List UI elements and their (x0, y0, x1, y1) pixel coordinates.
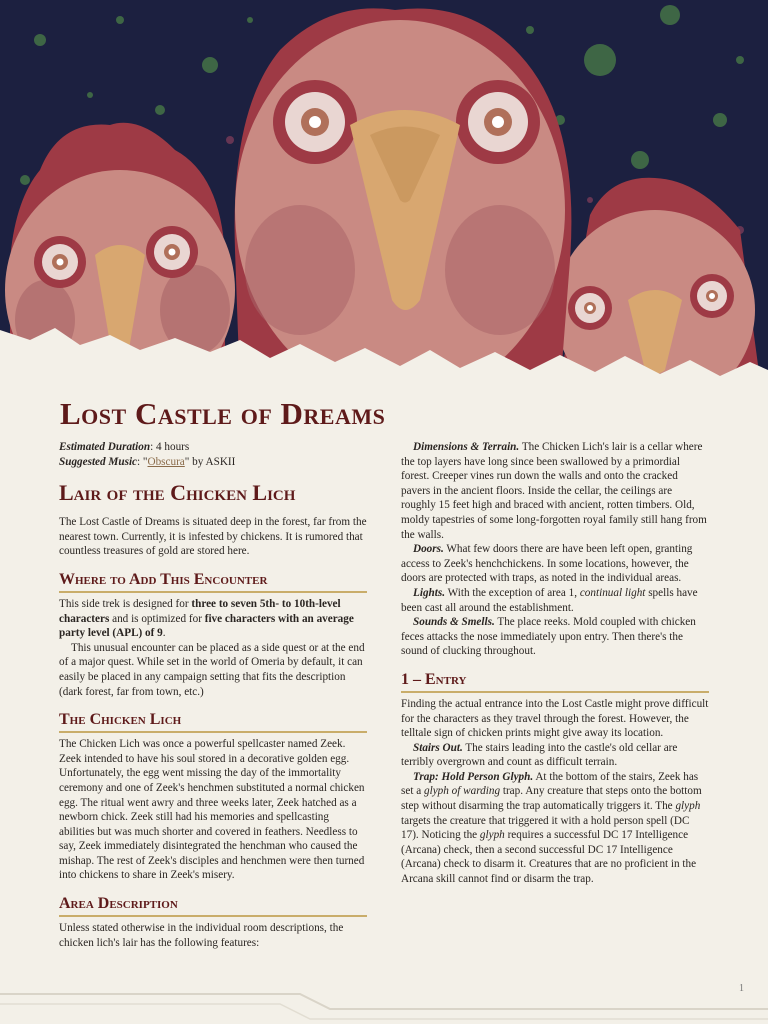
where-heading: Where to Add This Encounter (59, 571, 367, 593)
music-link[interactable]: Obscura (147, 455, 185, 468)
doors-label: Doors. (413, 543, 444, 556)
where-text-a: This side trek is designed for (59, 597, 192, 610)
lights-feature (401, 586, 709, 615)
lich-heading: The Chicken Lich (59, 711, 367, 733)
lights-label: Lights. (413, 586, 446, 599)
continual-light-spell: continual light (579, 586, 646, 599)
header-illustration (0, 0, 768, 400)
glyph-term-1: glyph (675, 800, 701, 813)
dimensions-terrain (401, 440, 709, 542)
glyph-of-warding-spell: glyph of warding (424, 785, 501, 798)
trap-text-b: trap. Any creature that steps onto the bottom step without disarming the trap automatically triggers it. The (401, 785, 702, 813)
where-party-size: five characters with an average party level (APL) of 9 (59, 612, 354, 640)
page-title: Lost Castle of Dreams (60, 396, 386, 431)
sounds-feature (401, 615, 709, 659)
lights-text-b: spells have been cast all around the establishment. (401, 586, 698, 614)
footer-decoration (0, 954, 768, 1024)
lights-text-a: With the exception of area 1, (445, 586, 580, 599)
sounds-text: The place reeks. Mold coupled with chicken feces attacks the nose immediately upon entry. Then there's the sound of clucking throughout. (401, 616, 696, 658)
center-chicken (235, 8, 572, 400)
entry-heading: 1 – Entry (401, 671, 709, 693)
adventure-meta (59, 440, 367, 469)
music-quote-close: " (184, 455, 190, 468)
trap-text-c: targets the creature that triggered it with a hold person spell (DC 17). Noticing the (401, 814, 690, 842)
where-paragraph-1 (59, 597, 367, 641)
right-column (401, 440, 709, 887)
suggested-music: Suggested Music: "Obscura" by ASKII (59, 455, 236, 468)
lich-text: The Chicken Lich was once a powerful spellcaster named Zeek. Zeek intended to have his soul stored in a decorative golden egg. Unfortunately, the egg went missing the day of the immortality ceremony and one of Zeek's henchmen substituted a normal chicken egg. The ritual went awry and three weeks later, Zeek hatched as a newborn chick. Zeek still had his memories and spellcasting abilities but was much shorter and covered in feathers. Needless to say, Zeek immediately disintegrated the henchman who caused the mishap. The rest of Zeek's disciples and henchmen were then turned into chickens to share in Zeek's misery. (59, 738, 365, 882)
stairs-feature (401, 741, 709, 770)
doors-feature (401, 542, 709, 586)
dimensions-label: Dimensions & Terrain. (413, 441, 520, 453)
page-number: 1 (739, 983, 744, 994)
chicken-liches-artwork (0, 0, 768, 400)
area-text: Unless stated otherwise in the individual room descriptions, the chicken lich's lair has the following features: (59, 922, 344, 949)
lair-text: The Lost Castle of Dreams is situated deep in the forest, far from the nearest town. Currently, it is infested by chickens. It is rumored that countless treasures of gold are stored here. (59, 516, 367, 558)
doors-text: What few doors there are have been left open, granting access to Zeek's henchchickens. In some locations, however, the doors are protected with traps, as noted in the individual areas. (401, 543, 693, 585)
sounds-label: Sounds & Smells. (413, 616, 495, 629)
area-heading: Area Description (59, 895, 367, 917)
trap-text-d: requires a successful DC 17 Intelligence (Arcana) check, then a second successful DC 17 Intelligence (Arcana) check to disarm it. Creatures that are no proficient in the Arcana skill cannot find or disarm the trap. (401, 829, 697, 886)
left-column (59, 440, 367, 950)
duration-label: Estimated Duration (59, 441, 151, 453)
trap-label: Trap: Hold Person Glyph. (413, 770, 534, 783)
trap-text-a: At the bottom of the stairs, Zeek has set a (401, 770, 699, 798)
estimated-duration: Estimated Duration: 4 hours (59, 441, 190, 453)
music-artist: by ASKII (192, 455, 236, 468)
dimensions-text: The Chicken Lich's lair is a cellar where the top layers have long since been swallowed by a primordial forest. Creeper vines run down the walls and onto the cracked pavers in the ancient floors. Inside the cellar, the ceilings are roughly 15 feet high and braced with ancient, rotten timbers. Old, moldy tapestries of some long-forgotten royal family still hang from the walls. (401, 441, 707, 541)
where-text-c: and is optimized for (109, 612, 205, 625)
glyph-term-2: glyph (479, 829, 505, 842)
where-level-range: three to seven 5th- to 10th-level characters (59, 597, 341, 625)
trap-feature (401, 770, 709, 887)
where-text-e: . (162, 627, 166, 640)
stairs-label: Stairs Out. (413, 741, 463, 754)
duration-value: 4 hours (155, 441, 190, 453)
where-paragraph-2: This unusual encounter can be placed as a side quest or at the end of a major quest. While set in the world of Omeria by default, it can easily be placed in any campaign setting that fits the description (dark forest, far from town, etc.) (59, 641, 365, 698)
stairs-text: The stairs leading into the castle's old cellar are terribly overgrown and count as difficult terrain. (401, 741, 678, 769)
entry-intro: Finding the actual entrance into the Lost Castle might prove difficult for the characters as they travel through the forest. However, the telltale sign of chicken prints might give away its location. (401, 697, 709, 740)
music-quote-open: " (142, 455, 148, 468)
lair-heading: Lair of the Chicken Lich (59, 480, 296, 506)
music-label: Suggested Music (59, 455, 138, 468)
